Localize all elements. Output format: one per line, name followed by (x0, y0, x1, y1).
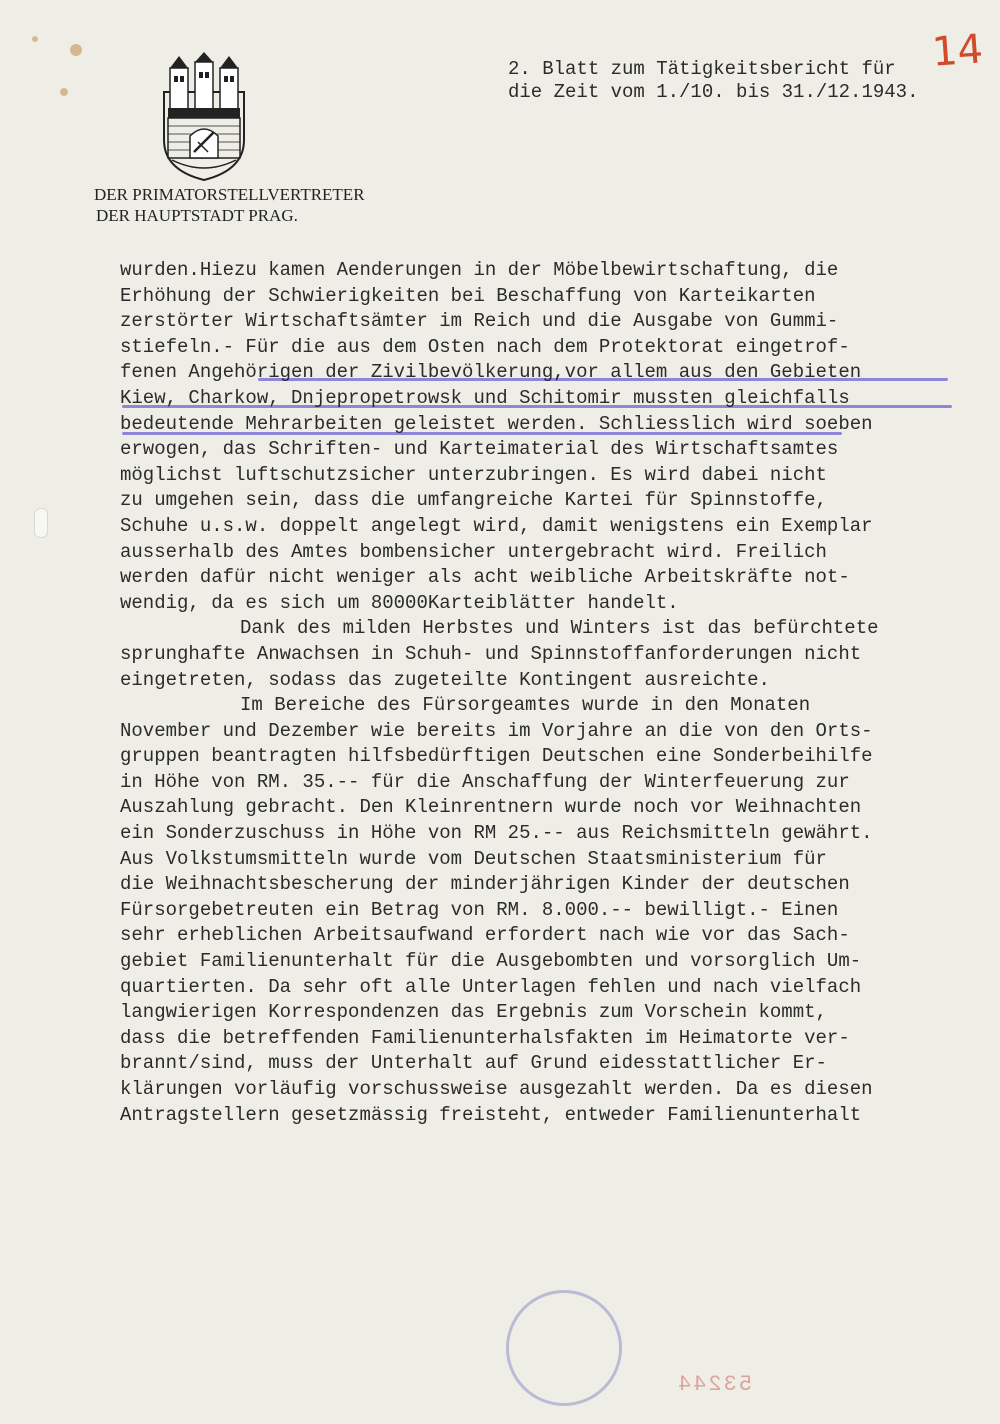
text-line: Aus Volkstumsmitteln wurde vom Deutschen Staatsministerium für (120, 847, 827, 870)
text-line: die Weihnachtsbescherung der minderjährigen Kinder der deutschen (120, 873, 850, 896)
issuing-office (94, 184, 365, 226)
text-line: langwierigen Korrespondenzen das Ergebnis zum Vorschein kommt, (120, 1001, 827, 1024)
office-line-1: DER PRIMATORSTELLVERTRETER (94, 185, 365, 204)
text-line: sprunghafte Anwachsen in Schuh- und Spinnstoffanforderungen nicht (120, 642, 862, 665)
text-line: wurden.Hiezu kamen Aenderungen in der Möbelbewirtschaftung, die (120, 259, 839, 281)
body-text (120, 258, 950, 1128)
text-line: Kiew, Charkow, Dnjepropetrowsk und Schitomir mussten gleichfalls (120, 386, 850, 409)
text-line: sehr erheblichen Arbeitsaufwand erfordert nach wie vor das Sach- (120, 924, 850, 947)
stamp-number: 53244 (676, 1372, 753, 1397)
text-line: dass die betreffenden Familienunterhalsfakten im Heimatorte ver- (120, 1026, 850, 1049)
text-line: ein Sonderzuschuss in Höhe von RM 25.-- aus Reichsmitteln gewährt. (120, 822, 873, 845)
text-line: eingetreten, sodass das zugeteilte Kontingent ausreichte. (120, 668, 770, 691)
page-header (508, 58, 918, 104)
text-line: erwogen, das Schriften- und Karteimaterial des Wirtschaftsamtes (120, 438, 839, 461)
archive-stamp (506, 1290, 622, 1406)
text-line: Im Bereiche des Fürsorgeamtes wurde in den Monaten (240, 694, 811, 717)
text-line: zu umgehen sein, dass die umfangreiche Kartei für Spinnstoffe, (120, 489, 827, 512)
text-line: November und Dezember wie bereits im Vorjahre an die von den Orts- (120, 719, 873, 742)
text-line: wendig, da es sich um 80000Karteiblätter handelt. (120, 591, 679, 614)
text-line: Schuhe u.s.w. doppelt angelegt wird, damit wenigstens ein Exemplar (120, 514, 873, 537)
text-line: Erhöhung der Schwierigkeiten bei Beschaffung von Karteikarten (120, 284, 816, 307)
office-line-2: DER HAUPTSTADT PRAG. (96, 206, 298, 225)
text-line: in Höhe von RM. 35.-- für die Anschaffung der Winterfeuerung zur (120, 770, 850, 793)
text-line: werden dafür nicht weniger als acht weibliche Arbeitskräfte not- (120, 566, 850, 589)
text-line: ausserhalb des Amtes bombensicher untergebracht wird. Freilich (120, 540, 827, 563)
text-line: gebiet Familienunterhalt für die Ausgebombten und vorsorglich Um- (120, 950, 862, 973)
prague-coat-of-arms-icon (158, 52, 250, 182)
stain-mark (60, 88, 68, 96)
text-line: fenen Angehörigen der Zivilbevölkerung,vor allem aus den Gebieten (120, 361, 862, 384)
text-line: gruppen beantragten hilfsbedürftigen Deutschen eine Sonderbeihilfe (120, 745, 873, 768)
text-line: Auszahlung gebracht. Den Kleinrentnern wurde noch vor Weihnachten (120, 796, 862, 819)
text-line: klärungen vorläufig vorschussweise ausgezahlt werden. Da es diesen (120, 1078, 873, 1100)
text-line: Fürsorgebetreuten ein Betrag von RM. 8.000.-- bewilligt.- Einen (120, 898, 839, 921)
text-line: stiefeln.- Für die aus dem Osten nach dem Protektorat eingetrof- (120, 335, 850, 358)
header-line-1: 2. Blatt zum Tätigkeitsbericht für (508, 58, 896, 80)
text-line: möglichst luftschutzsicher unterzubringen. Es wird dabei nicht (120, 463, 827, 486)
text-line: quartierten. Da sehr oft alle Unterlagen fehlen und nach vielfach (120, 975, 862, 998)
text-line: Antragstellern gesetzmässig freisteht, entweder Familienunterhalt (120, 1103, 862, 1126)
text-line: bedeutende Mehrarbeiten geleistet werden. Schliesslich wird soeben (120, 412, 873, 435)
text-line: brannt/sind, muss der Unterhalt auf Grund eidesstattlicher Er- (120, 1052, 827, 1075)
stain-mark (70, 44, 82, 56)
handwritten-page-number: 14 (930, 26, 985, 76)
text-line: zerstörter Wirtschaftsämter im Reich und die Ausgabe von Gummi- (120, 310, 839, 333)
text-line: Dank des milden Herbstes und Winters ist das befürchtete (240, 617, 879, 640)
header-line-2: die Zeit vom 1./10. bis 31./12.1943. (508, 81, 919, 103)
stain-mark (32, 36, 38, 42)
